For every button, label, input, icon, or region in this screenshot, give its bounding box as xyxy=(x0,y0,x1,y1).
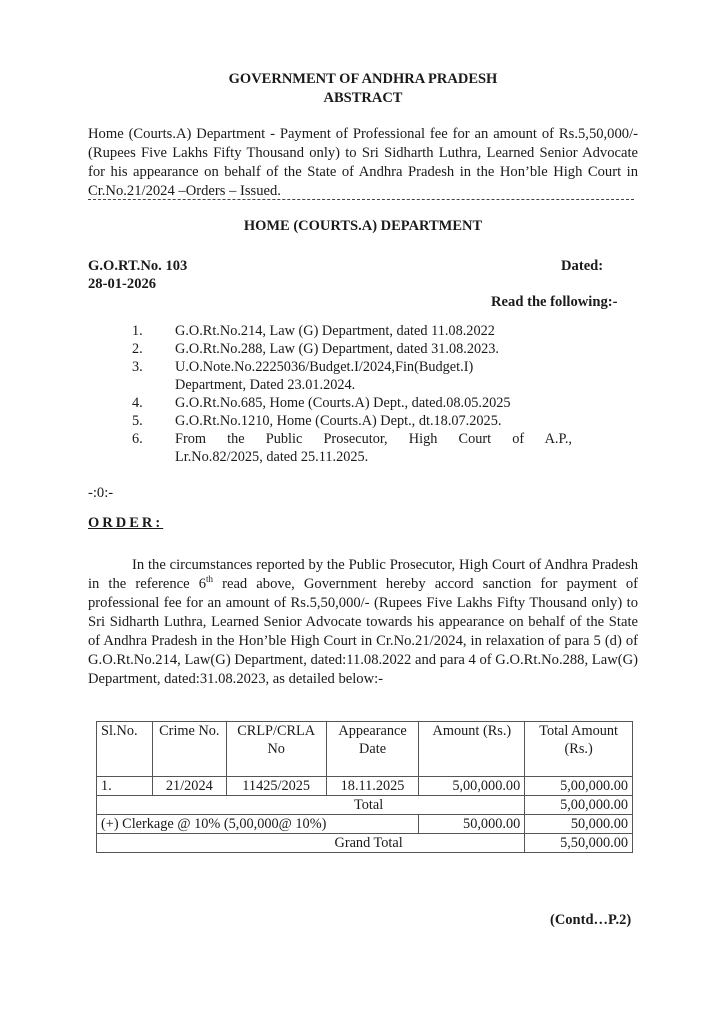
reference-text-line2: Lr.No.82/2025, dated 25.11.2025. xyxy=(175,449,369,465)
abstract-label: ABSTRACT xyxy=(323,90,403,106)
grand-total-value: 5,50,000.00 xyxy=(525,834,633,853)
continued-label: (Contd…P.2) xyxy=(550,912,632,928)
clerkage-value: 50,000.00 xyxy=(525,815,633,834)
reference-text: G.O.Rt.No.1210, Home (Courts.A) Dept., dt.18.07.2025. xyxy=(175,413,502,429)
total-label: Total xyxy=(97,796,525,815)
reference-item xyxy=(132,340,572,358)
reference-number: 5. xyxy=(132,413,143,429)
reference-number: 4. xyxy=(132,395,143,411)
reference-text: G.O.Rt.No.685, Home (Courts.A) Dept., dated.08.05.2025 xyxy=(175,395,511,411)
section-separator: -:0:- xyxy=(88,485,114,501)
reference-item xyxy=(132,412,572,430)
cell-crlp-crla: 11425/2025 xyxy=(226,777,326,796)
order-text-part2: read above, Government hereby accord sanction for payment of professional fee for an amount of Rs.5,50,000/- (Rupees Five Lakhs Fifty Thousand only) to Sri Sidharth Luthra, Learned Senior Advocate towards his appearance on behalf of the State of Andhra Pradesh in the Hon’ble High Court in Cr.No.21/2024, in relaxation of para 5 (d) of G.O.Rt.No.214, Law(G) Department, dated:11.08.2022 and para 4 of G.O.Rt.No.288, Law(G) Department, dated:31.08.2023, as detailed below:- xyxy=(88,576,638,687)
reference-item xyxy=(132,394,572,412)
grand-total-row xyxy=(97,834,633,853)
clerkage-row xyxy=(97,815,633,834)
table-row xyxy=(97,777,633,796)
reference-number: 1. xyxy=(132,323,143,339)
cell-total-amount: 5,00,000.00 xyxy=(525,777,633,796)
header-crime-no: Crime No. xyxy=(152,722,226,777)
cell-appearance-date: 18.11.2025 xyxy=(326,777,419,796)
order-text-part1: In the circumstances reported by the Public Prosecutor, High Court of Andhra Pradesh in the reference 6 xyxy=(88,557,638,592)
cell-crime-no: 21/2024 xyxy=(152,777,226,796)
header-sl-no: Sl.No. xyxy=(97,722,153,777)
cell-sl-no: 1. xyxy=(97,777,153,796)
total-row xyxy=(97,796,633,815)
abstract-text: Home (Courts.A) Department - Payment of Professional fee for an amount of Rs.5,50,000/- (Rupees Five Lakhs Fifty Thousand only) to Sri Sidharth Luthra, Learned Senior Advocate for his appearance on behalf of the State of Andhra Pradesh in the Hon’ble High Court in Cr.No.21/2024 –Orders – Issued. xyxy=(88,126,638,199)
go-date: 28-01-2026 xyxy=(88,276,157,292)
reference-number: 6. xyxy=(132,431,143,447)
reference-item xyxy=(132,430,572,466)
reference-item xyxy=(132,322,572,340)
reference-text: G.O.Rt.No.214, Law (G) Department, dated 11.08.2022 xyxy=(175,323,495,339)
read-following-label: Read the following:- xyxy=(491,294,618,310)
reference-text-wrap xyxy=(175,430,572,466)
reference-item xyxy=(132,358,572,394)
cell-amount: 5,00,000.00 xyxy=(419,777,525,796)
header-crlp-crla: CRLP/CRLA No xyxy=(226,722,326,777)
header-total-amount: Total Amount (Rs.) xyxy=(525,722,633,777)
reference-number: 2. xyxy=(132,341,143,357)
clerkage-amount: 50,000.00 xyxy=(419,815,525,834)
fee-table xyxy=(96,721,633,853)
reference-text-line1: From the Public Prosecutor, High Court of A.P., xyxy=(175,431,572,447)
government-title: GOVERNMENT OF ANDHRA PRADESH xyxy=(228,71,498,87)
order-heading: ORDER: xyxy=(88,515,164,531)
dashed-divider xyxy=(88,199,634,200)
clerkage-label: (+) Clerkage @ 10% (5,00,000@ 10%) xyxy=(97,815,419,834)
grand-total-label: Grand Total xyxy=(97,834,525,853)
reference-number: 3. xyxy=(132,359,143,375)
order-paragraph xyxy=(88,556,638,689)
table-header-row xyxy=(97,722,633,777)
header-appearance-date: Appearance Date xyxy=(326,722,419,777)
reference-text: U.O.Note.No.2225036/Budget.I/2024,Fin(Budget.I) Department, Dated 23.01.2024. xyxy=(175,359,474,393)
go-number: G.O.RT.No. 103 xyxy=(88,258,188,274)
department-title: HOME (COURTS.A) DEPARTMENT xyxy=(243,218,483,234)
total-value: 5,00,000.00 xyxy=(525,796,633,815)
references-list xyxy=(132,322,572,466)
order-text-superscript: th xyxy=(206,574,214,585)
header-amount: Amount (Rs.) xyxy=(419,722,525,777)
dated-label: Dated: xyxy=(561,258,604,274)
reference-text: G.O.Rt.No.288, Law (G) Department, dated 31.08.2023. xyxy=(175,341,499,357)
